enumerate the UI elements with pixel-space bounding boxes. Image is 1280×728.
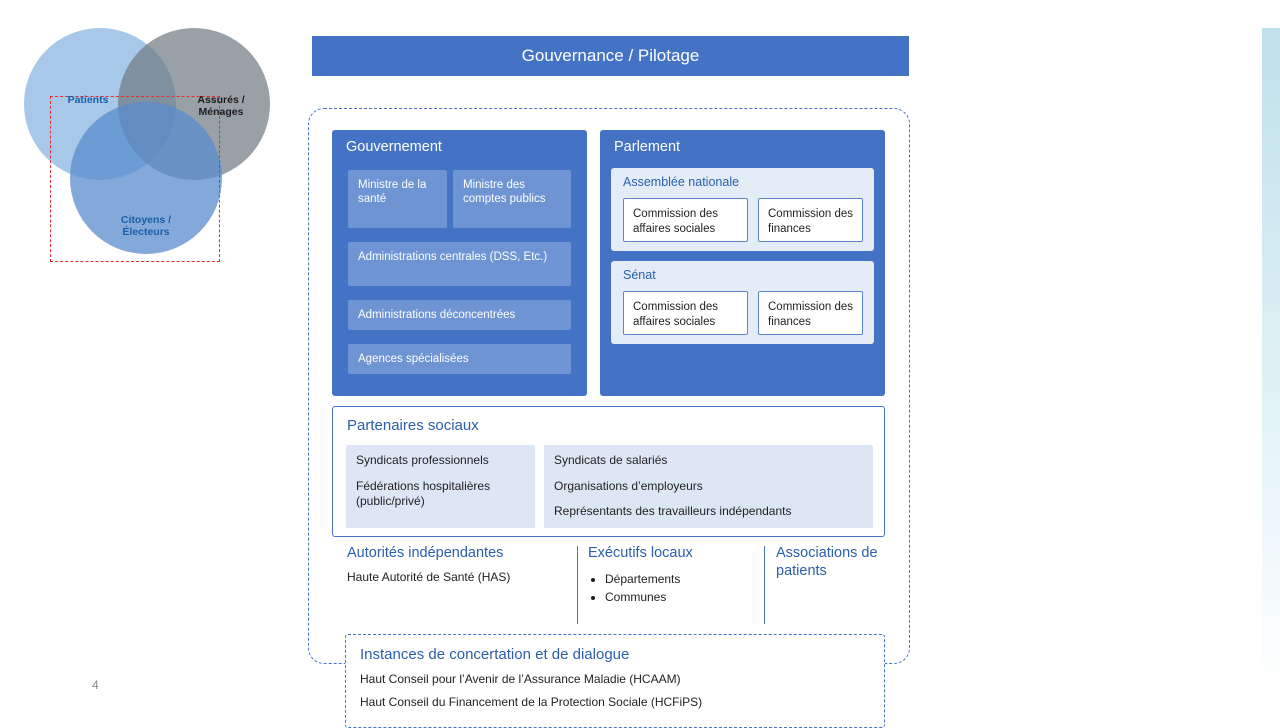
governance-diagram xyxy=(300,28,920,708)
box-ministre-comptes-publics: Ministre des comptes publics xyxy=(453,170,571,228)
panel-partenaires-sociaux xyxy=(332,406,885,537)
venn-label-assures: Assurés / Ménages xyxy=(197,94,245,119)
chamber-senat-title: Sénat xyxy=(623,268,656,282)
commission-finances-an: Commission des finances xyxy=(758,198,863,242)
partenaire-item: Fédérations hospitalières (public/privé) xyxy=(356,478,491,509)
column-divider xyxy=(764,546,765,624)
instance-line: Haut Conseil du Financement de la Protection Sociale (HCFiPS) xyxy=(360,695,703,709)
chamber-assemblee-nationale-title: Assemblée nationale xyxy=(623,175,740,189)
chamber-senat xyxy=(611,261,874,344)
panel-instances-title: Instances de concertation et de dialogue xyxy=(360,646,630,663)
column-autorites-item: Haute Autorité de Santé (HAS) xyxy=(347,570,511,585)
partenaires-left-column xyxy=(346,445,535,528)
partenaire-item: Syndicats professionnels xyxy=(356,453,489,467)
partenaire-item: Syndicats de salariés xyxy=(554,453,668,467)
column-divider xyxy=(577,546,578,624)
box-administrations-deconcentrees: Administrations déconcentrées xyxy=(348,300,571,330)
venn-label-patients: Patients xyxy=(67,94,109,106)
banner-title: Gouvernance / Pilotage xyxy=(312,36,909,76)
box-agences-specialisees: Agences spécialisées xyxy=(348,344,571,374)
list-item: • Communes xyxy=(605,588,758,606)
column-associations-title: Associations de patients xyxy=(776,545,878,580)
panel-parlement xyxy=(600,130,885,396)
column-executifs-title: Exécutifs locaux xyxy=(588,545,693,561)
commission-finances-senat: Commission des finances xyxy=(758,291,863,335)
right-edge-decoration xyxy=(1262,28,1280,692)
column-executifs-locaux xyxy=(588,544,758,606)
slide-number: 4 xyxy=(92,678,99,692)
panel-parlement-title: Parlement xyxy=(614,139,681,155)
column-associations-patients xyxy=(776,544,896,588)
commission-affaires-sociales-an: Commission des affaires sociales xyxy=(623,198,748,242)
column-autorites-title: Autorités indépendantes xyxy=(347,545,504,561)
chamber-assemblee-nationale xyxy=(611,168,874,251)
panel-partenaires-sociaux-title: Partenaires sociaux xyxy=(347,417,479,434)
instance-line: Haut Conseil pour l’Avenir de l’Assurance Maladie (HCAAM) xyxy=(360,672,681,686)
venn-label-citoyens: Citoyens / Électeurs xyxy=(120,214,172,239)
partenaire-item: Représentants des travailleurs indépendants xyxy=(554,504,792,519)
panel-gouvernement xyxy=(332,130,587,396)
panel-instances-concertation xyxy=(345,634,885,728)
partenaires-right-column xyxy=(544,445,873,528)
commission-affaires-sociales-senat: Commission des affaires sociales xyxy=(623,291,748,335)
panel-gouvernement-title: Gouvernement xyxy=(346,139,442,155)
venn-diagram xyxy=(22,14,272,264)
box-ministre-sante: Ministre de la santé xyxy=(348,170,447,228)
box-administrations-centrales: Administrations centrales (DSS, Etc.) xyxy=(348,242,571,286)
three-column-row xyxy=(332,544,885,630)
partenaire-item: Organisations d’employeurs xyxy=(554,478,703,493)
column-executifs-list xyxy=(588,570,758,606)
list-item: • Départements xyxy=(605,570,758,588)
column-autorites-independantes xyxy=(347,544,562,586)
